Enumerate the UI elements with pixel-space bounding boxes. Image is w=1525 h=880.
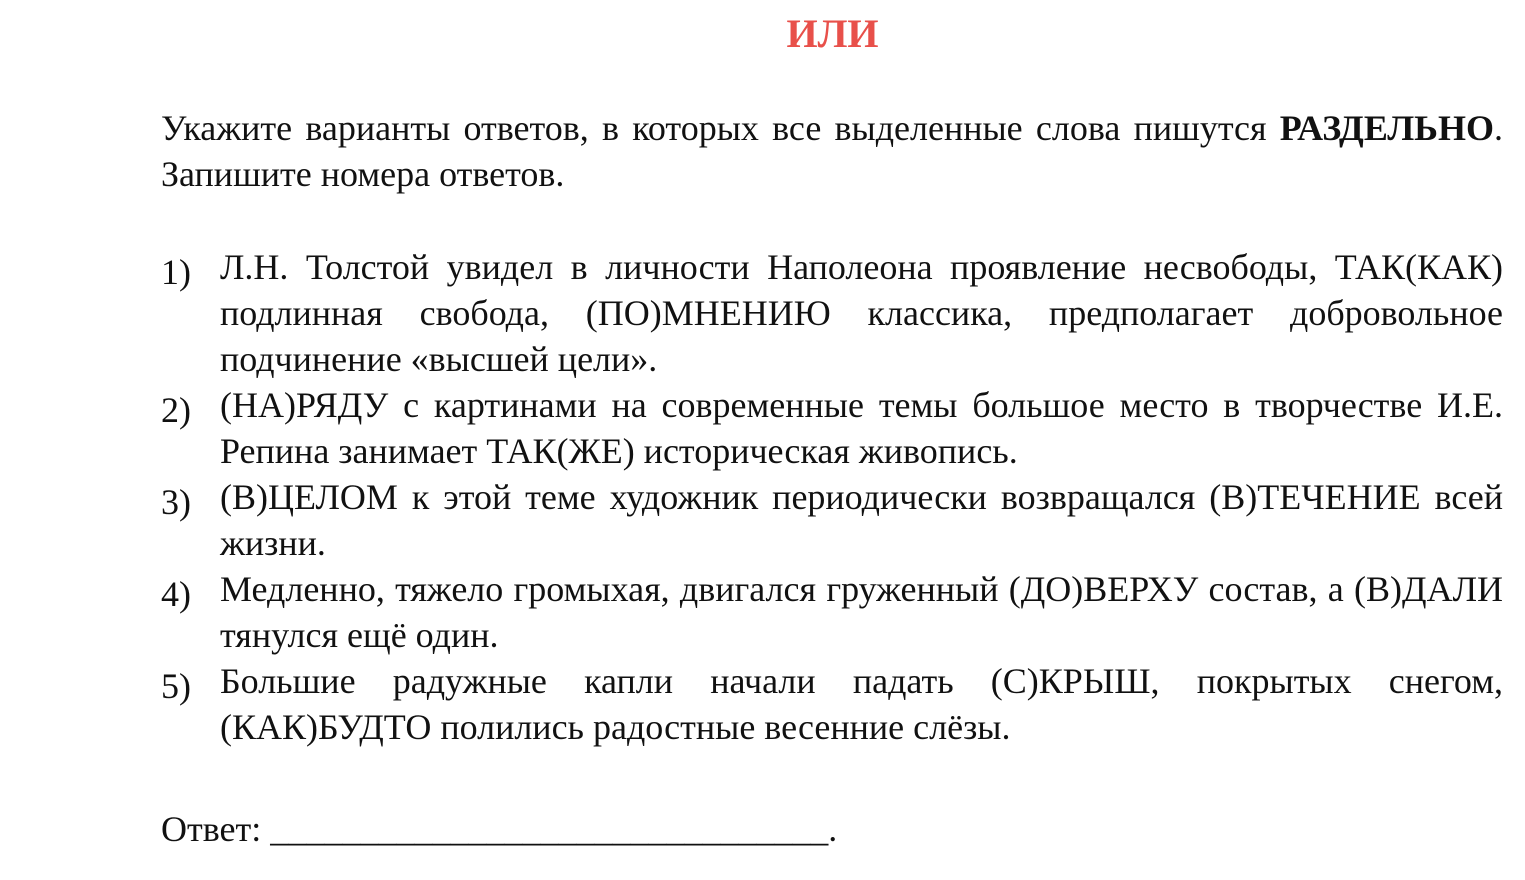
- option-number: 2): [161, 390, 191, 430]
- instruction-emphasis: РАЗДЕЛЬНО: [1279, 108, 1494, 148]
- option-text: Большие радужные капли начали падать (С)КРЫШ, покрытых снегом, (КАК)БУДТО полились радостные весенние слёзы.: [220, 661, 1503, 747]
- answer-blank[interactable]: _______________________________: [270, 809, 829, 849]
- option-text: Медленно, тяжело громыхая, двигался груженный (ДО)ВЕРХУ состав, а (В)ДАЛИ тянулся ещё один.: [220, 569, 1503, 655]
- section-heading: ИЛИ: [786, 11, 879, 56]
- answer-option-3: [161, 474, 1503, 566]
- answer-option-5: [161, 658, 1503, 750]
- option-number: 1): [161, 252, 191, 292]
- answer-end: .: [828, 809, 838, 849]
- option-text: (НА)РЯДУ с картинами на современные темы большое место в творчестве И.Е. Репина занимает ТАК(ЖЕ) историческая живопись.: [220, 385, 1503, 471]
- answer-options-list: [161, 244, 1503, 750]
- option-number: 5): [161, 666, 191, 706]
- answer-label: Ответ:: [161, 809, 271, 849]
- instruction-text-start: Укажите варианты ответов, в которых все выделенные слова пишутся: [161, 108, 1280, 148]
- option-number: 3): [161, 482, 191, 522]
- option-number: 4): [161, 574, 191, 614]
- answer-option-4: [161, 566, 1503, 658]
- answer-line: [161, 806, 837, 852]
- option-text: Л.Н. Толстой увидел в личности Наполеона проявление несвободы, ТАК(КАК) подлинная свобода, (ПО)МНЕНИЮ классика, предполагает добровольное подчинение «высшей цели».: [220, 247, 1503, 379]
- answer-option-2: [161, 382, 1503, 474]
- task-instruction: [161, 105, 1503, 197]
- answer-option-1: [161, 244, 1503, 382]
- instruction-text-end: . Запишите номера ответов.: [161, 108, 1503, 194]
- option-text: (В)ЦЕЛОМ к этой теме художник периодически возвращался (В)ТЕЧЕНИЕ всей жизни.: [220, 477, 1503, 563]
